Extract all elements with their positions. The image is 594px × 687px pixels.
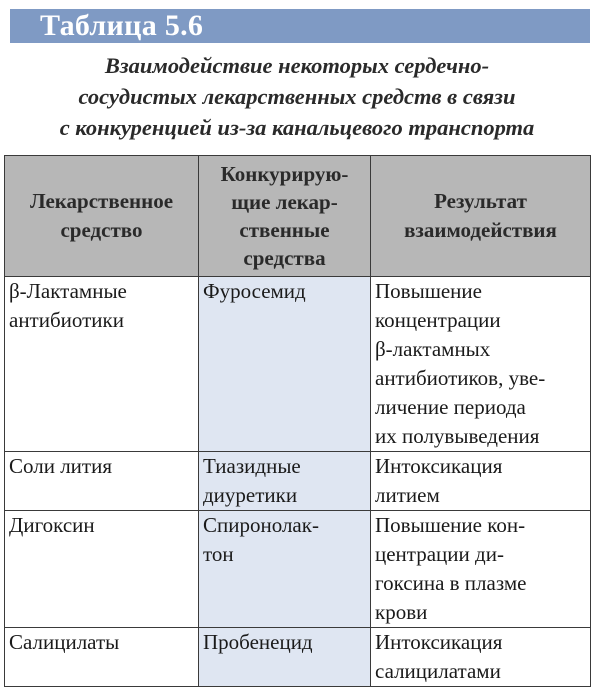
result-cell — [371, 452, 591, 511]
cell-line: Интоксикация — [375, 630, 503, 654]
cell-line: личение периода — [375, 395, 526, 419]
drug-cell — [5, 511, 199, 628]
cell-line: антибиотиков, уве- — [375, 366, 546, 390]
header-line: ственные — [239, 218, 330, 242]
header-line: Конкурирую- — [220, 162, 349, 186]
cell-line: Салицилаты — [9, 630, 120, 654]
column-header-drug — [5, 156, 199, 277]
cell-line: Дигоксин — [9, 513, 95, 537]
drug-cell — [5, 452, 199, 511]
competitor-cell — [199, 628, 371, 687]
drug-cell — [5, 277, 199, 452]
caption-line: Взаимодействие некоторых сердечно- — [104, 53, 490, 78]
result-cell — [371, 628, 591, 687]
table-row — [5, 277, 591, 452]
cell-line: антибиотики — [9, 308, 124, 332]
cell-line: литием — [375, 483, 440, 507]
column-header-result — [371, 156, 591, 277]
cell-line: гоксина в плазме — [375, 571, 527, 595]
cell-line: Спиронолак- — [203, 513, 319, 537]
cell-line: β-Лактамные — [9, 279, 127, 303]
competitor-cell — [199, 277, 371, 452]
table-label: Таблица 5.6 — [40, 9, 204, 42]
result-cell — [371, 511, 591, 628]
header-line: взаимодействия — [404, 218, 557, 242]
cell-line: салицилатами — [375, 659, 501, 683]
table-row — [5, 452, 591, 511]
cell-line: концентрации — [375, 308, 501, 332]
competitor-cell — [199, 511, 371, 628]
header-line: средства — [243, 246, 326, 270]
cell-line: их полувыведения — [375, 424, 540, 448]
caption-line: сосудистых лекарственных средств в связи — [78, 84, 516, 109]
cell-line: тон — [203, 542, 234, 566]
competitor-cell — [199, 452, 371, 511]
interaction-table — [4, 155, 591, 687]
cell-line: Тиазидные — [203, 454, 301, 478]
cell-line: Интоксикация — [375, 454, 503, 478]
cell-line: диуретики — [203, 483, 298, 507]
header-line: Лекарственное — [29, 189, 174, 213]
cell-line: β-лактамных — [375, 337, 491, 361]
cell-line: Пробенецид — [203, 630, 313, 654]
caption-line: с конкуренцией из-за канальцевого транспорта — [59, 115, 535, 140]
cell-line: центрации ди- — [375, 542, 504, 566]
table-label-bar — [10, 9, 590, 43]
table-row — [5, 511, 591, 628]
column-header-competitor — [199, 156, 371, 277]
table-header-row — [5, 156, 591, 277]
cell-line: Соли лития — [9, 454, 112, 478]
table-caption — [0, 50, 594, 143]
header-line: средство — [60, 218, 143, 242]
drug-cell — [5, 628, 199, 687]
table-row — [5, 628, 591, 687]
header-line: Результат — [434, 189, 527, 213]
cell-line: крови — [375, 600, 428, 624]
result-cell — [371, 277, 591, 452]
cell-line: Повышение кон- — [375, 513, 526, 537]
cell-line: Фуросемид — [203, 279, 306, 303]
cell-line: Повышение — [375, 279, 482, 303]
header-line: щие лекар- — [231, 190, 338, 214]
